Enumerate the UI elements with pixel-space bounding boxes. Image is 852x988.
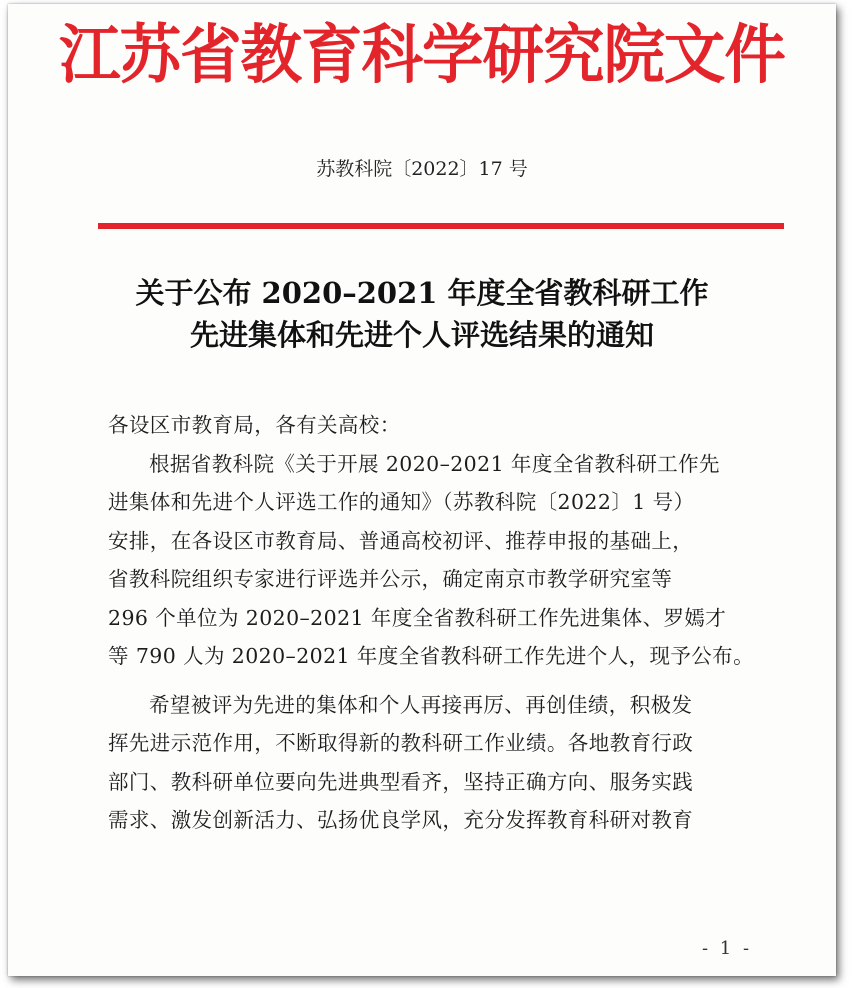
notice-title xyxy=(8,272,836,356)
notice-title-line-2: 先进集体和先进个人评选结果的通知 xyxy=(189,318,654,352)
body-line: 省教科院组织专家进行评选并公示，确定南京市教学研究室等 xyxy=(108,567,673,591)
body-line: 进集体和先进个人评选工作的通知》（苏教科院〔2022〕1 号） xyxy=(108,490,695,514)
notice-body xyxy=(108,406,788,840)
paragraph-gap xyxy=(108,676,788,686)
body-line: 等 790 人为 2020–2021 年度全省教科研工作先进个人，现予公布。 xyxy=(108,644,754,668)
issuer-header-title: 江苏省教育科学研究院文件 xyxy=(59,18,785,93)
body-line: 希望被评为先进的集体和个人再接再厉、再创佳绩，积极发 xyxy=(149,692,693,717)
body-line: 挥先进示范作用，不断取得新的教科研工作业绩。各地教育行政 xyxy=(108,731,694,755)
notice-title-line-1: 关于公布 2020–2021 年度全省教科研工作 xyxy=(135,276,709,310)
body-line: 需求、激发创新活力、弘扬优良学风，充分发挥教育科研对教育 xyxy=(108,808,694,832)
document-number: 苏教科院〔2022〕17 号 xyxy=(316,158,528,180)
document-page xyxy=(8,4,836,976)
body-line: 根据省教科院《关于开展 2020–2021 年度全省教科研工作先 xyxy=(149,451,720,476)
salutation: 各设区市教育局，各有关高校： xyxy=(108,413,401,437)
body-line: 296 个单位为 2020–2021 年度全省教科研工作先进集体、罗嫣才 xyxy=(108,605,727,630)
red-divider-rule xyxy=(98,223,784,229)
body-line: 安排，在各设区市教育局、普通高校初评、推荐申报的基础上， xyxy=(108,528,694,553)
page-number: - 1 - xyxy=(702,938,753,959)
body-line: 部门、教科研单位要向先进典型看齐，坚持正确方向、服务实践 xyxy=(108,769,694,794)
